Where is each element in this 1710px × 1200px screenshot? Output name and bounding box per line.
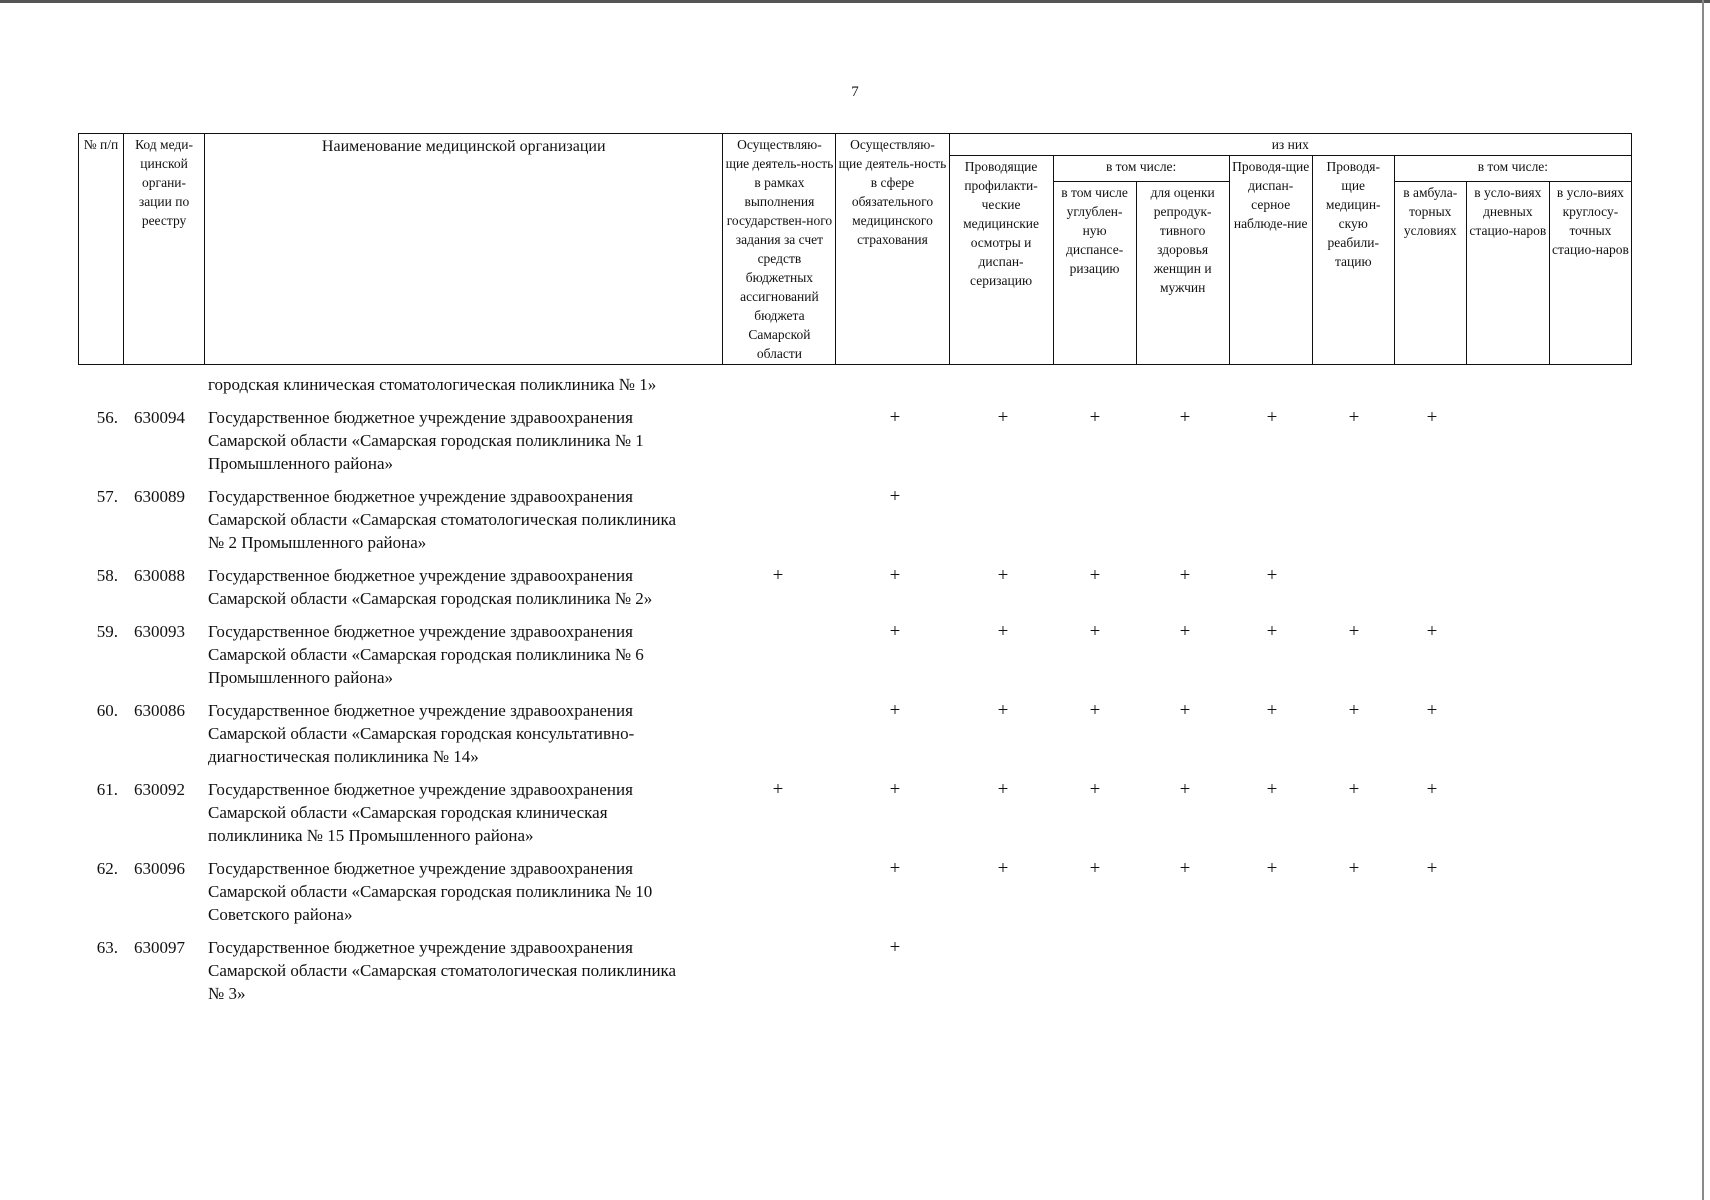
header-rehab: Проводя-щие медицин-скую реабили-тацию	[1312, 156, 1394, 365]
header-prof: Проводящие профилакти-ческие медицинские осмотры и диспан-серизацию	[949, 156, 1053, 365]
header-oms: Осуществляю-щие деятель-ность в сфере обязательного медицинского страхования	[836, 134, 949, 365]
row-num: 62.	[96, 859, 118, 878]
row-code: 630086	[134, 701, 185, 720]
row-name: Государственное бюджетное учреждение здравоохранения Самарской области «Самарская городская поликлиника № 2»	[208, 566, 653, 608]
row-name: Государственное бюджетное учреждение здравоохранения Самарской области «Самарская городская клиническая поликлиника № 15 Промышленного района»	[208, 780, 633, 845]
mark-repro: +	[1179, 779, 1191, 800]
header-including-1: в том числе:	[1053, 156, 1229, 182]
mark-ambul: +	[1426, 858, 1438, 879]
row-name: Государственное бюджетное учреждение здравоохранения Самарской области «Самарская городская поликлиника № 6 Промышленного района»	[208, 622, 644, 687]
table-row	[78, 406, 1632, 475]
row-num: 56.	[96, 408, 118, 427]
mark-oms: +	[889, 779, 901, 800]
mark-prof: +	[997, 858, 1009, 879]
continued-name: городская клиническая стоматологическая поликлиника № 1»	[208, 375, 657, 394]
mark-oms: +	[889, 407, 901, 428]
mark-ambul: +	[1426, 700, 1438, 721]
page-number: 7	[851, 84, 859, 100]
row-code: 630096	[134, 859, 185, 878]
mark-disp: +	[1266, 621, 1278, 642]
mark-disp: +	[1266, 858, 1278, 879]
table-header	[78, 133, 1632, 365]
mark-prof: +	[997, 700, 1009, 721]
mark-ambul: +	[1426, 779, 1438, 800]
mark-deep: +	[1089, 700, 1101, 721]
header-repro: для оценки репродук-тивного здоровья женщин и мужчин	[1136, 182, 1229, 365]
header-of-them: из них	[949, 134, 1631, 156]
header-day: в усло-виях дневных стацио-наров	[1466, 182, 1549, 365]
mark-deep: +	[1089, 621, 1101, 642]
table-row	[78, 620, 1632, 689]
header-deep: в том числе углублен-ную диспансе-ризацию	[1053, 182, 1136, 365]
row-num: 59.	[96, 622, 118, 641]
row-name: Государственное бюджетное учреждение здравоохранения Самарской области «Самарская стоматологическая поликлиника № 2 Промышленного района»	[208, 487, 677, 552]
row-name: Государственное бюджетное учреждение здравоохранения Самарской области «Самарская городская поликлиника № 1 Промышленного района»	[208, 408, 644, 473]
mark-disp: +	[1266, 700, 1278, 721]
mark-deep: +	[1089, 565, 1101, 586]
table-body	[78, 373, 1632, 1015]
mark-deep: +	[1089, 779, 1101, 800]
mark-prof: +	[997, 407, 1009, 428]
mark-rehab: +	[1348, 407, 1360, 428]
mark-rehab: +	[1348, 700, 1360, 721]
row-code: 630097	[134, 938, 185, 957]
row-code: 630094	[134, 408, 185, 427]
mark-repro: +	[1179, 858, 1191, 879]
row-num: 58.	[96, 566, 118, 585]
mark-rehab: +	[1348, 621, 1360, 642]
table-row	[78, 778, 1632, 847]
mark-ambul: +	[1426, 407, 1438, 428]
row-num: 57.	[96, 487, 118, 506]
table-row	[78, 564, 1632, 610]
mark-oms: +	[889, 700, 901, 721]
header-ambul: в амбула-торных условиях	[1394, 182, 1466, 365]
row-code: 630092	[134, 780, 185, 799]
header-disp: Проводя-щие диспан-серное наблюде-ние	[1229, 156, 1312, 365]
row-name: Государственное бюджетное учреждение здравоохранения Самарской области «Самарская городская консультативно-диагностическая поликлиника № 14»	[208, 701, 635, 766]
header-including-2: в том числе:	[1394, 156, 1631, 182]
mark-disp: +	[1266, 407, 1278, 428]
mark-prof: +	[997, 779, 1009, 800]
mark-rehab: +	[1348, 779, 1360, 800]
mark-repro: +	[1179, 700, 1191, 721]
mark-oms: +	[889, 937, 901, 958]
row-num: 63.	[96, 938, 118, 957]
header-code: Код меди-цинской органи-зации по реестру	[124, 134, 205, 365]
row-name: Государственное бюджетное учреждение здравоохранения Самарской области «Самарская стоматологическая поликлиника № 3»	[208, 938, 677, 1003]
mark-deep: +	[1089, 407, 1101, 428]
header-num: № п/п	[79, 134, 124, 365]
row-num: 61.	[96, 780, 118, 799]
mark-ambul: +	[1426, 621, 1438, 642]
mark-oms: +	[889, 858, 901, 879]
mark-disp: +	[1266, 779, 1278, 800]
table-row	[78, 857, 1632, 926]
mark-prof: +	[997, 621, 1009, 642]
row-code: 630089	[134, 487, 185, 506]
mark-repro: +	[1179, 621, 1191, 642]
right-border-line	[1702, 0, 1704, 1200]
mark-disp: +	[1266, 565, 1278, 586]
row-name: Государственное бюджетное учреждение здравоохранения Самарской области «Самарская городская поликлиника № 10 Советского района»	[208, 859, 653, 924]
row-code: 630088	[134, 566, 185, 585]
table-row	[78, 485, 1632, 554]
row-code: 630093	[134, 622, 185, 641]
continued-row	[78, 373, 1632, 396]
mark-repro: +	[1179, 407, 1191, 428]
mark-oms: +	[889, 486, 901, 507]
mark-oms: +	[889, 621, 901, 642]
mark-prof: +	[997, 565, 1009, 586]
mark-rehab: +	[1348, 858, 1360, 879]
row-num: 60.	[96, 701, 118, 720]
mark-oms: +	[889, 565, 901, 586]
mark-repro: +	[1179, 565, 1191, 586]
table-row	[78, 936, 1632, 1005]
mark-budget: +	[772, 565, 784, 586]
header-name: Наименование медицинской организации	[205, 134, 723, 365]
mark-budget: +	[772, 779, 784, 800]
header-budget: Осуществляю-щие деятель-ность в рамках выполнения государствен-ного задания за счет средств бюджетных ассигнований бюджета Самарской области	[723, 134, 836, 365]
top-border-line	[0, 0, 1710, 3]
header-round: в усло-виях круглосу-точных стацио-наров	[1549, 182, 1631, 365]
mark-deep: +	[1089, 858, 1101, 879]
table-row	[78, 699, 1632, 768]
